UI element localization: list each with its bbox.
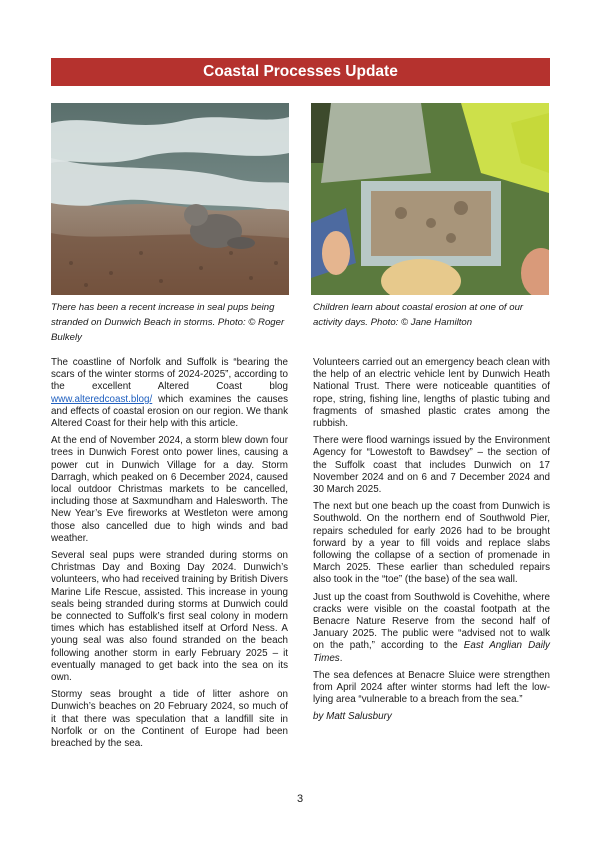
article-column-left <box>51 357 288 755</box>
section-title-banner <box>51 58 550 86</box>
seal-pup-image <box>51 103 289 295</box>
article-paragraph: Volunteers carried out an emergency beach clean with the help of an electric vehicle lent by Dunwich Heath National Trust. There were noticeable quantities of rope, string, fishing line, lengths of plastic tubing and fragments of smashed plastic crates among the rubbish. <box>313 357 550 430</box>
children-photo-caption: Children learn about coastal erosion at one of our activity days. Photo: © Jane Hamilton <box>313 302 524 328</box>
children-activity-image <box>311 103 549 295</box>
article-paragraph: The sea defences at Benacre Sluice were strengthen from April 2024 after winter storms had left the low-lying area “vulnerable to a breach from the sea.” <box>313 669 550 706</box>
article-paragraph: The next but one beach up the coast from Dunwich is Southwold. On the northern end of Southwold Pier, repairs scheduled for early 2026 had to be brought forward by a year to fill voids and replace slabs following the collapse of a section of promenade in March 2025. These earlier than scheduled repairs also took in the “toe” (the base) of the sea wall. <box>313 501 550 586</box>
article-paragraph: At the end of November 2024, a storm blew down four trees in Dunwich Forest onto power lines, causing a power cut in Dunwich Village for a day. Storm Darragh, which peaked on 6 December 2024, caused local outdoor Christmas markets to be cancelled, including those at Saxmundham and Halesworth. The New Year’s Eve fireworks at Westleton were among those also cancelled due to high winds and bad weather. <box>51 435 288 544</box>
seal-pup-photo <box>51 103 289 295</box>
seal-photo-caption: There has been a recent increase in seal pups being stranded on Dunwich Beach in storms. Photo: © Roger Bulkely <box>51 302 285 343</box>
article-paragraph: Stormy seas brought a tide of litter ashore on Dunwich’s beaches on 20 February 2024, so much of it that there was speculation that a landfill site in Norfolk or on the Continent of Europe had been breached by the sea. <box>51 689 288 750</box>
children-activity-photo <box>311 103 549 295</box>
article-column-right <box>313 357 550 729</box>
author-byline: by Matt Salusbury <box>313 711 392 723</box>
newspaper-title: East Anglian Daily Times <box>313 640 550 664</box>
section-title: Coastal Processes Update <box>203 63 398 80</box>
article-paragraph: The coastline of Norfolk and Suffolk is “bearing the scars of the winter storms of 2024-2025”, according to the excellent Altered Coast blog www.alteredcoast.blog/ which examines the causes and effects of coastal erosion on our region. We thank Altered Coast for their help with this article. <box>51 357 288 430</box>
page-number: 3 <box>296 793 304 805</box>
article-paragraph: Just up the coast from Southwold is Covehithe, where cracks were visible on the coastal footpath at the Benacre Nature Reserve from the second half of January 2025. The public were “advised not to walk on the path,” according to the East Anglian Daily Times. <box>313 591 550 664</box>
article-paragraph: There were flood warnings issued by the Environment Agency for “Lowestoft to Bawdsey” – the section of the Suffolk coast that includes Dunwich on 17 November 2024 and on 6 and 7 December 2024 and 30 March 2025. <box>313 435 550 496</box>
article-paragraph: Several seal pups were stranded during storms on Christmas Day and Boxing Day 2024. Dunwich’s volunteers, who had received training by British Divers Marine Life Rescue, assisted. This increase in young seals being stranded during storms at Dunwich could be connected to Suffolk’s first seal colony in modern times which has established itself at Orford Ness. A young seal was also found stranded on the beach following another storm in early February 2025 – it eventually managed to get back into the sea on its own. <box>51 550 288 684</box>
altered-coast-link[interactable]: www.alteredcoast.blog/ <box>51 393 153 405</box>
